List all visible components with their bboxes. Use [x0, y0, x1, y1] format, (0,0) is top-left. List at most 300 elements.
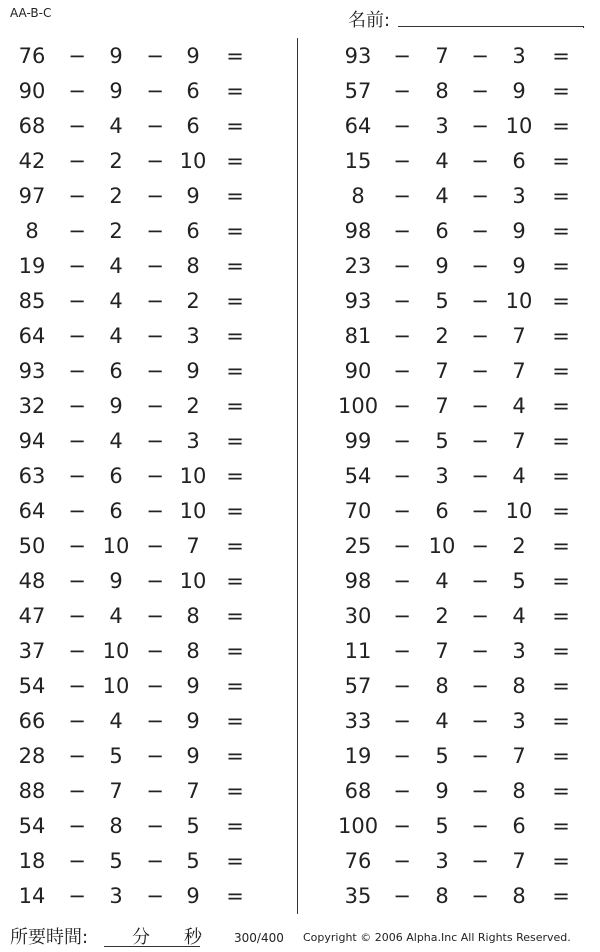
minus-sign: − [471, 359, 489, 383]
minus-sign: − [146, 884, 164, 908]
minus-sign: − [68, 429, 86, 453]
minus-sign: − [68, 44, 86, 68]
equals-sign: = [552, 429, 570, 453]
minuend: 98 [344, 569, 372, 593]
minus-sign: − [146, 779, 164, 803]
subtrahend-2: 6 [186, 79, 200, 103]
minus-sign: − [68, 324, 86, 348]
minus-sign: − [146, 44, 164, 68]
minus-sign: − [68, 534, 86, 558]
subtrahend-2: 10 [179, 569, 207, 593]
subtrahend-1: 7 [109, 779, 123, 803]
minus-sign: − [146, 184, 164, 208]
equals-sign: = [226, 849, 244, 873]
minus-sign: − [471, 499, 489, 523]
equals-sign: = [552, 814, 570, 838]
minus-sign: − [68, 639, 86, 663]
equals-sign: = [226, 884, 244, 908]
equals-sign: = [552, 674, 570, 698]
minuend: 68 [18, 114, 46, 138]
equals-sign: = [226, 79, 244, 103]
subtrahend-2: 6 [186, 114, 200, 138]
minus-sign: − [471, 604, 489, 628]
equals-sign: = [226, 324, 244, 348]
minus-sign: − [471, 324, 489, 348]
subtrahend-1: 6 [109, 464, 123, 488]
equals-sign: = [226, 569, 244, 593]
minuend: 54 [18, 814, 46, 838]
subtrahend-2: 7 [512, 324, 526, 348]
minus-sign: − [471, 814, 489, 838]
subtrahend-1: 5 [109, 744, 123, 768]
subtrahend-1: 2 [109, 184, 123, 208]
minus-sign: − [68, 289, 86, 313]
subtrahend-2: 3 [512, 709, 526, 733]
subtrahend-2: 8 [512, 674, 526, 698]
minuend: 19 [18, 254, 46, 278]
minus-sign: − [68, 709, 86, 733]
equals-sign: = [226, 744, 244, 768]
minus-sign: − [146, 429, 164, 453]
minuend: 64 [344, 114, 372, 138]
subtrahend-2: 7 [186, 779, 200, 803]
minus-sign: − [393, 79, 411, 103]
subtrahend-2: 4 [512, 394, 526, 418]
subtrahend-2: 8 [186, 604, 200, 628]
name-label: 名前: [348, 10, 391, 31]
minus-sign: − [393, 604, 411, 628]
minus-sign: − [393, 534, 411, 558]
subtrahend-1: 5 [109, 849, 123, 873]
minus-sign: − [146, 849, 164, 873]
subtrahend-1: 4 [109, 604, 123, 628]
subtrahend-1: 4 [109, 324, 123, 348]
equals-sign: = [226, 149, 244, 173]
minus-sign: − [471, 219, 489, 243]
equals-sign: = [552, 324, 570, 348]
time-label: 所要時間: [10, 927, 89, 948]
equals-sign: = [552, 744, 570, 768]
equals-sign: = [552, 44, 570, 68]
equals-sign: = [552, 114, 570, 138]
minus-sign: − [68, 779, 86, 803]
minus-sign: − [471, 149, 489, 173]
subtrahend-1: 2 [109, 219, 123, 243]
subtrahend-1: 4 [109, 709, 123, 733]
subtrahend-2: 5 [186, 814, 200, 838]
minuend: 70 [344, 499, 372, 523]
minus-sign: − [146, 79, 164, 103]
minus-sign: − [393, 359, 411, 383]
minus-sign: − [146, 149, 164, 173]
minus-sign: − [68, 254, 86, 278]
subtrahend-1: 10 [102, 674, 130, 698]
minus-sign: − [471, 884, 489, 908]
minus-sign: − [471, 849, 489, 873]
minuend: 100 [338, 814, 379, 838]
subtrahend-1: 3 [435, 464, 449, 488]
subtrahend-2: 3 [512, 184, 526, 208]
subtrahend-1: 8 [435, 674, 449, 698]
minus-sign: − [393, 149, 411, 173]
equals-sign: = [552, 149, 570, 173]
minus-sign: − [68, 884, 86, 908]
equals-sign: = [226, 289, 244, 313]
subtrahend-1: 9 [435, 254, 449, 278]
minus-sign: − [146, 254, 164, 278]
equals-sign: = [552, 289, 570, 313]
minus-sign: − [393, 709, 411, 733]
minus-sign: − [68, 79, 86, 103]
minuend: 97 [18, 184, 46, 208]
minuend: 93 [18, 359, 46, 383]
minus-sign: − [146, 814, 164, 838]
subtrahend-2: 7 [512, 429, 526, 453]
subtrahend-2: 8 [512, 884, 526, 908]
minus-sign: − [68, 569, 86, 593]
subtrahend-2: 3 [512, 44, 526, 68]
equals-sign: = [226, 254, 244, 278]
subtrahend-1: 3 [435, 849, 449, 873]
minus-sign: − [393, 849, 411, 873]
minuend: 90 [18, 79, 46, 103]
equals-sign: = [552, 534, 570, 558]
seconds-label: 秒 [184, 927, 202, 948]
minuend: 23 [344, 254, 372, 278]
subtrahend-1: 4 [109, 429, 123, 453]
subtrahend-2: 5 [512, 569, 526, 593]
minus-sign: − [471, 44, 489, 68]
minus-sign: − [471, 569, 489, 593]
minuend: 90 [344, 359, 372, 383]
minuend: 33 [344, 709, 372, 733]
minus-sign: − [393, 464, 411, 488]
subtrahend-1: 3 [109, 884, 123, 908]
minuend: 42 [18, 149, 46, 173]
subtrahend-2: 10 [505, 114, 533, 138]
minus-sign: − [471, 429, 489, 453]
minus-sign: − [393, 219, 411, 243]
minus-sign: − [471, 464, 489, 488]
subtrahend-1: 7 [435, 394, 449, 418]
equals-sign: = [552, 569, 570, 593]
name-dot: . [582, 20, 586, 31]
minus-sign: − [146, 289, 164, 313]
equals-sign: = [226, 464, 244, 488]
subtrahend-1: 4 [109, 114, 123, 138]
minus-sign: − [471, 534, 489, 558]
subtrahend-1: 6 [435, 499, 449, 523]
subtrahend-2: 9 [186, 744, 200, 768]
subtrahend-2: 10 [179, 149, 207, 173]
minus-sign: − [393, 814, 411, 838]
minus-sign: − [471, 779, 489, 803]
minus-sign: − [393, 744, 411, 768]
equals-sign: = [552, 604, 570, 628]
subtrahend-2: 9 [512, 79, 526, 103]
subtrahend-2: 5 [186, 849, 200, 873]
subtrahend-1: 4 [109, 289, 123, 313]
minuend: 47 [18, 604, 46, 628]
equals-sign: = [552, 79, 570, 103]
equals-sign: = [226, 359, 244, 383]
equals-sign: = [226, 394, 244, 418]
minuend: 28 [18, 744, 46, 768]
minuend: 93 [344, 289, 372, 313]
subtrahend-1: 9 [109, 394, 123, 418]
minus-sign: − [68, 394, 86, 418]
equals-sign: = [552, 884, 570, 908]
minus-sign: − [146, 604, 164, 628]
minuend: 30 [344, 604, 372, 628]
equals-sign: = [226, 499, 244, 523]
subtrahend-1: 4 [435, 184, 449, 208]
equals-sign: = [226, 429, 244, 453]
subtrahend-2: 3 [186, 429, 200, 453]
subtrahend-1: 7 [435, 44, 449, 68]
equals-sign: = [552, 394, 570, 418]
equals-sign: = [552, 709, 570, 733]
subtrahend-1: 2 [109, 149, 123, 173]
subtrahend-2: 9 [186, 44, 200, 68]
minus-sign: − [393, 674, 411, 698]
minus-sign: − [393, 254, 411, 278]
minus-sign: − [393, 44, 411, 68]
column-divider [297, 38, 298, 914]
subtrahend-2: 3 [186, 324, 200, 348]
subtrahend-1: 4 [109, 254, 123, 278]
minus-sign: − [68, 184, 86, 208]
subtrahend-2: 9 [186, 359, 200, 383]
minutes-label: 分 [132, 927, 150, 948]
subtrahend-2: 3 [512, 639, 526, 663]
minuend: 50 [18, 534, 46, 558]
subtrahend-2: 9 [186, 884, 200, 908]
problem-count: 300/400 [234, 931, 284, 945]
equals-sign: = [226, 114, 244, 138]
subtrahend-1: 8 [435, 884, 449, 908]
subtrahend-1: 9 [109, 79, 123, 103]
equals-sign: = [552, 219, 570, 243]
subtrahend-2: 10 [505, 499, 533, 523]
subtrahend-1: 7 [435, 359, 449, 383]
subtrahend-1: 5 [435, 744, 449, 768]
minuend: 64 [18, 499, 46, 523]
minus-sign: − [393, 184, 411, 208]
subtrahend-1: 4 [435, 709, 449, 733]
equals-sign: = [552, 849, 570, 873]
minuend: 14 [18, 884, 46, 908]
subtrahend-2: 8 [512, 779, 526, 803]
subtrahend-2: 6 [512, 814, 526, 838]
equals-sign: = [552, 359, 570, 383]
subtrahend-1: 10 [102, 639, 130, 663]
equals-sign: = [226, 779, 244, 803]
worksheet-code: AA-B-C [10, 6, 52, 20]
subtrahend-2: 9 [512, 254, 526, 278]
minus-sign: − [146, 709, 164, 733]
minus-sign: − [393, 569, 411, 593]
subtrahend-2: 9 [186, 709, 200, 733]
subtrahend-2: 8 [186, 639, 200, 663]
minus-sign: − [146, 534, 164, 558]
subtrahend-1: 6 [109, 499, 123, 523]
subtrahend-1: 2 [435, 604, 449, 628]
subtrahend-1: 9 [109, 44, 123, 68]
minus-sign: − [146, 394, 164, 418]
minus-sign: − [471, 254, 489, 278]
minuend: 76 [18, 44, 46, 68]
minus-sign: − [471, 184, 489, 208]
minus-sign: − [393, 884, 411, 908]
minus-sign: − [146, 639, 164, 663]
equals-sign: = [552, 779, 570, 803]
minus-sign: − [68, 604, 86, 628]
minus-sign: − [471, 674, 489, 698]
minuend: 32 [18, 394, 46, 418]
minus-sign: − [68, 114, 86, 138]
minus-sign: − [146, 499, 164, 523]
subtrahend-1: 3 [435, 114, 449, 138]
minuend: 81 [344, 324, 372, 348]
subtrahend-2: 4 [512, 464, 526, 488]
equals-sign: = [226, 639, 244, 663]
subtrahend-1: 8 [109, 814, 123, 838]
minuend: 54 [18, 674, 46, 698]
subtrahend-2: 9 [186, 184, 200, 208]
subtrahend-1: 10 [428, 534, 456, 558]
minuend: 85 [18, 289, 46, 313]
minus-sign: − [471, 744, 489, 768]
minuend: 66 [18, 709, 46, 733]
subtrahend-2: 7 [512, 744, 526, 768]
minuend: 8 [25, 219, 39, 243]
subtrahend-2: 2 [186, 394, 200, 418]
minus-sign: − [146, 324, 164, 348]
equals-sign: = [552, 464, 570, 488]
subtrahend-2: 4 [512, 604, 526, 628]
subtrahend-2: 10 [505, 289, 533, 313]
subtrahend-1: 8 [435, 79, 449, 103]
minus-sign: − [146, 464, 164, 488]
minuend: 35 [344, 884, 372, 908]
minus-sign: − [393, 324, 411, 348]
minuend: 15 [344, 149, 372, 173]
subtrahend-2: 9 [512, 219, 526, 243]
minuend: 98 [344, 219, 372, 243]
subtrahend-2: 2 [512, 534, 526, 558]
subtrahend-1: 4 [435, 569, 449, 593]
minuend: 11 [344, 639, 372, 663]
minuend: 99 [344, 429, 372, 453]
minus-sign: − [146, 744, 164, 768]
subtrahend-1: 5 [435, 429, 449, 453]
minus-sign: − [471, 114, 489, 138]
equals-sign: = [226, 604, 244, 628]
minuend: 54 [344, 464, 372, 488]
subtrahend-2: 10 [179, 464, 207, 488]
minuend: 57 [344, 674, 372, 698]
equals-sign: = [226, 184, 244, 208]
minus-sign: − [393, 639, 411, 663]
equals-sign: = [552, 639, 570, 663]
minuend: 88 [18, 779, 46, 803]
minus-sign: − [471, 79, 489, 103]
minus-sign: − [471, 709, 489, 733]
minus-sign: − [393, 289, 411, 313]
minus-sign: − [146, 674, 164, 698]
subtrahend-1: 9 [435, 779, 449, 803]
equals-sign: = [552, 254, 570, 278]
minuend: 76 [344, 849, 372, 873]
minuend: 94 [18, 429, 46, 453]
minus-sign: − [471, 639, 489, 663]
subtrahend-2: 7 [186, 534, 200, 558]
minus-sign: − [68, 674, 86, 698]
minus-sign: − [393, 429, 411, 453]
minuend: 48 [18, 569, 46, 593]
subtrahend-2: 9 [186, 674, 200, 698]
minuend: 37 [18, 639, 46, 663]
minus-sign: − [68, 814, 86, 838]
subtrahend-1: 2 [435, 324, 449, 348]
minuend: 93 [344, 44, 372, 68]
minus-sign: − [68, 464, 86, 488]
minus-sign: − [68, 849, 86, 873]
minus-sign: − [146, 569, 164, 593]
minuend: 18 [18, 849, 46, 873]
equals-sign: = [226, 674, 244, 698]
subtrahend-2: 2 [186, 289, 200, 313]
minuend: 57 [344, 79, 372, 103]
minuend: 64 [18, 324, 46, 348]
minus-sign: − [68, 149, 86, 173]
equals-sign: = [226, 44, 244, 68]
subtrahend-1: 9 [109, 569, 123, 593]
minus-sign: − [393, 114, 411, 138]
equals-sign: = [226, 814, 244, 838]
subtrahend-1: 10 [102, 534, 130, 558]
minus-sign: − [68, 359, 86, 383]
equals-sign: = [226, 709, 244, 733]
equals-sign: = [226, 219, 244, 243]
minus-sign: − [471, 289, 489, 313]
minuend: 63 [18, 464, 46, 488]
subtrahend-1: 5 [435, 289, 449, 313]
minus-sign: − [68, 744, 86, 768]
subtrahend-2: 7 [512, 849, 526, 873]
subtrahend-1: 5 [435, 814, 449, 838]
equals-sign: = [226, 534, 244, 558]
subtrahend-2: 6 [512, 149, 526, 173]
subtrahend-1: 6 [435, 219, 449, 243]
subtrahend-2: 10 [179, 499, 207, 523]
minus-sign: − [393, 394, 411, 418]
subtrahend-1: 7 [435, 639, 449, 663]
subtrahend-2: 8 [186, 254, 200, 278]
equals-sign: = [552, 184, 570, 208]
name-blank-line[interactable] [398, 26, 584, 27]
minuend: 100 [338, 394, 379, 418]
minuend: 68 [344, 779, 372, 803]
minus-sign: − [68, 499, 86, 523]
equals-sign: = [552, 499, 570, 523]
minus-sign: − [146, 359, 164, 383]
minus-sign: − [146, 114, 164, 138]
minus-sign: − [393, 499, 411, 523]
copyright-text: Copyright © 2006 Alpha.Inc All Rights Reserved. [303, 931, 571, 944]
minuend: 8 [351, 184, 365, 208]
